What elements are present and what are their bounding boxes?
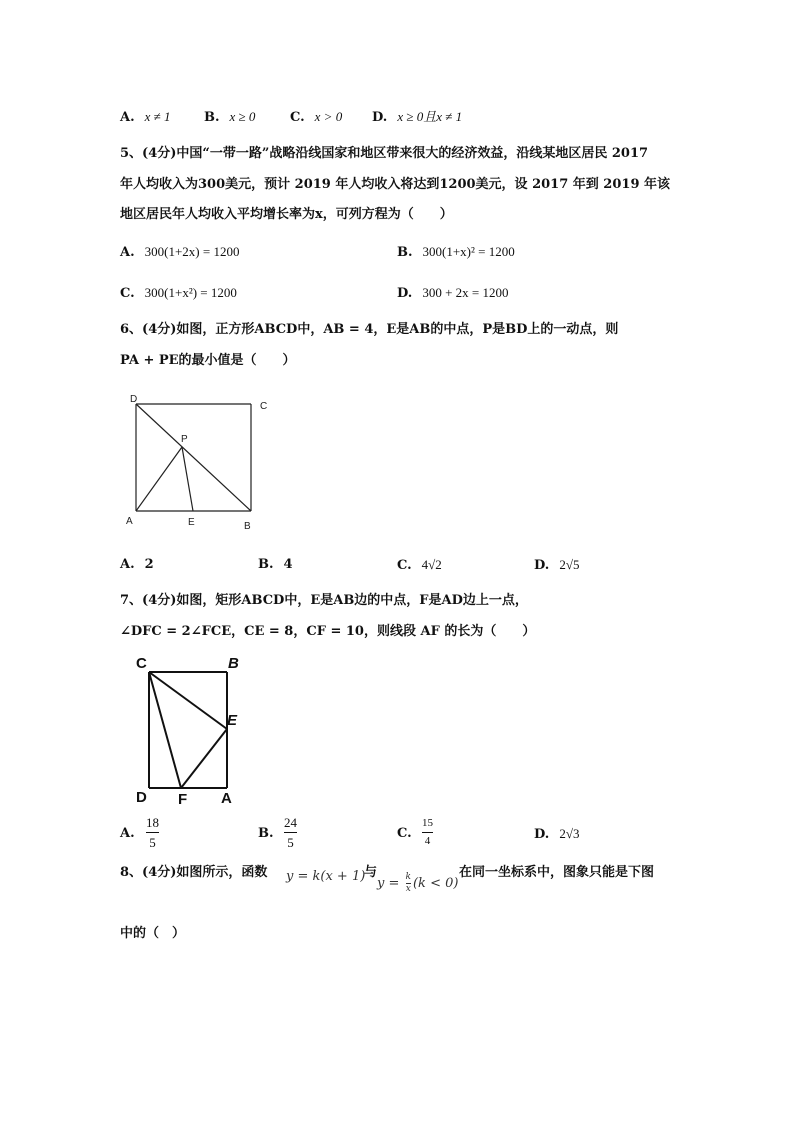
q4-option-d: [372, 108, 462, 127]
denominator: x: [405, 884, 411, 894]
denominator: 5: [287, 835, 294, 850]
numerator: 15: [422, 817, 433, 829]
q5-option-c: [120, 284, 237, 303]
denominator: 4: [424, 835, 431, 847]
option-text: x > 0: [314, 109, 343, 124]
q4-option-c: [290, 108, 342, 127]
segment-fe: [181, 729, 227, 788]
diagonal-db: [136, 404, 251, 511]
label-p: P: [181, 434, 188, 445]
option-text: x ≠ 1: [144, 109, 171, 124]
q7-option-a-letter: A.: [120, 826, 135, 841]
option-letter: B.: [258, 557, 274, 572]
q8-function-2: [377, 873, 458, 894]
q6-option-c: [397, 556, 442, 575]
q6-stem-line2: PA + PE的最小值是（ ）: [120, 353, 296, 368]
option-text: 4√2: [421, 557, 442, 572]
option-text: 300(1+x)² = 1200: [422, 244, 515, 259]
q7-option-a-fraction: [146, 815, 159, 850]
q4-option-a: [120, 108, 171, 127]
option-letter: C.: [290, 110, 305, 125]
option-text: 2√3: [559, 826, 580, 841]
option-letter: D.: [372, 110, 388, 125]
label-d: D: [136, 789, 147, 806]
option-text: 2: [144, 557, 154, 572]
label-e: E: [188, 517, 195, 528]
option-letter: D.: [534, 558, 550, 573]
q5-stem-line1: 5、(4分)中国“一带一路”战略沿线国家和地区带来很大的经济效益，沿线某地区居民 2017: [120, 146, 649, 161]
label-b: B: [228, 655, 239, 672]
option-text: 300(1+x²) = 1200: [144, 285, 237, 300]
q6-option-d: [534, 556, 579, 575]
option-letter: B.: [397, 245, 413, 260]
option-letter: B.: [204, 110, 220, 125]
q6-square-figure: [120, 390, 280, 532]
q8-stem-line2: 中的（ ）: [120, 926, 186, 941]
numerator: 18: [146, 815, 159, 830]
option-letter: D.: [534, 827, 550, 842]
label-c: C: [136, 655, 147, 672]
q6-option-b: [258, 556, 293, 574]
q8-connector: 与: [364, 865, 378, 880]
q5-stem-line2: 年人均收入为300美元，预计 2019 年人均收入将达到1200美元，设 2017 年到 2019 年该: [120, 177, 671, 192]
q5-stem-line3: 地区居民年人均收入平均增长率为x，可列方程为（ ）: [120, 207, 453, 222]
q5-option-b: [397, 243, 515, 262]
q4-option-b: [204, 108, 255, 127]
label-c: C: [260, 401, 268, 412]
label-a: A: [221, 790, 232, 807]
label-d: D: [130, 394, 138, 405]
q7-stem-line2: ∠DFC = 2∠FCE，CE = 8，CF = 10，则线段 AF 的长为（ ）: [120, 624, 536, 639]
option-letter: A.: [120, 557, 135, 572]
denominator: 5: [149, 835, 156, 850]
q5-option-d: [397, 284, 509, 303]
label-b: B: [244, 521, 251, 532]
q8-prefix: 8、(4分)如图所示，函数: [120, 865, 268, 880]
option-text: x ≥ 0: [229, 109, 256, 124]
segment-pe: [182, 447, 193, 511]
option-letter: C.: [120, 286, 135, 301]
segment-cf: [149, 672, 181, 788]
function-condition: (k < 0): [412, 876, 459, 891]
segment-ce: [149, 672, 227, 729]
q7-option-c-letter: C.: [397, 826, 412, 841]
label-a: A: [126, 516, 133, 527]
q7-option-b-fraction: [284, 815, 297, 850]
option-text: 4: [283, 557, 293, 572]
numerator: k: [405, 872, 411, 882]
numerator: 24: [284, 815, 297, 830]
q5-option-a: [120, 243, 239, 262]
function-lhs: y =: [377, 876, 400, 891]
option-text: x ≥ 0且x ≠ 1: [397, 109, 463, 124]
option-letter: A.: [120, 110, 135, 125]
function-fraction: [406, 873, 411, 894]
q6-stem-line1: 6、(4分)如图，正方形ABCD中，AB = 4，E是AB的中点，P是BD上的一动点，则: [120, 322, 619, 337]
option-text: 300 + 2x = 1200: [422, 285, 509, 300]
q7-stem-line1: 7、(4分)如图，矩形ABCD中，E是AB边的中点，F是AD边上一点，: [120, 593, 528, 608]
label-f: F: [178, 791, 188, 808]
option-text: 2√5: [559, 557, 580, 572]
q7-rectangle-figure: [130, 652, 250, 812]
segment-pa: [136, 447, 182, 511]
q8-function-1: y = k(x + 1): [286, 869, 366, 884]
q7-option-c-fraction: [422, 817, 433, 848]
q7-option-d: [534, 825, 579, 844]
option-letter: A.: [120, 245, 135, 260]
q8-suffix: 在同一坐标系中，图象只能是下图: [459, 865, 655, 880]
option-text: 300(1+2x) = 1200: [144, 244, 240, 259]
option-letter: D.: [397, 286, 413, 301]
q7-option-b-letter: B.: [258, 826, 274, 841]
option-letter: C.: [397, 558, 412, 573]
label-e: E: [227, 712, 238, 729]
q6-option-a: [120, 556, 154, 574]
